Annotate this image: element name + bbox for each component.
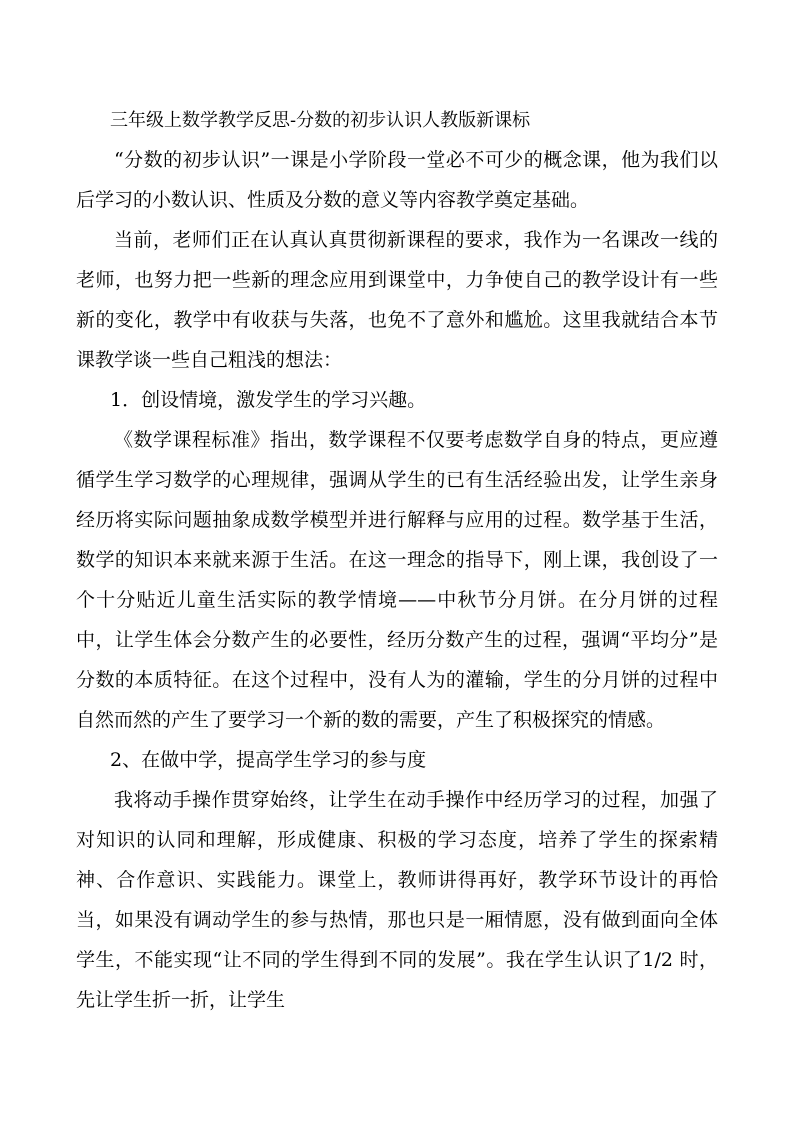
paragraph-context: 当前，老师们正在认真认真贯彻新课程的要求，我作为一名课改一线的老师，也努力把一些新的理念应用到课堂中，力争使自己的教学设计有一些新的变化，教学中有收获与失落，也免不了意外和尴尬。这里我就结合本节课教学谈一些自己粗浅的想法：	[76, 229, 718, 371]
section-heading-2: 2、在做中学，提高学生学习的参与度	[110, 749, 427, 771]
document-body	[76, 102, 718, 1020]
paragraph-section-1: 《数学课程标准》指出，数学课程不仅要考虑数学自身的特点，更应遵循学生学习数学的心理规律，强调从学生的已有生活经验出发，让学生亲身经历将实际问题抽象成数学模型并进行解释与应用的过程。数学基于生活，数学的知识本来就来源于生活。在这一理念的指导下，刚上课，我创设了一个十分贴近儿童生活实际的教学情境——中秋节分月饼。在分月饼的过程中，让学生体会分数产生的必要性，经历分数产生的过程，强调“平均分”是分数的本质特征。在这个过程中，没有人为的灌输，学生的分月饼的过程中自然而然的产生了要学习一个新的数的需要，产生了积极探究的情感。	[76, 429, 718, 731]
document-title: 三年级上数学教学反思-分数的初步认识人教版新课标	[110, 110, 531, 131]
section-heading-1: 1．创设情境，激发学生的学习兴趣。	[110, 389, 427, 411]
paragraph-intro: “分数的初步认识”一课是小学阶段一堂必不可少的概念课，他为我们以后学习的小数认识、性质及分数的意义等内容教学奠定基础。	[76, 149, 718, 211]
paragraph-section-2: 我将动手操作贯穿始终，让学生在动手操作中经历学习的过程，加强了对知识的认同和理解，形成健康、积极的学习态度，培养了学生的探索精神、合作意识、实践能力。课堂上，教师讲得再好，教学环节设计的再恰当，如果没有调动学生的参与热情，那也只是一厢情愿，没有做到面向全体学生，不能实现“让不同的学生得到不同的发展”。我在学生认识了1/2 时，先让学生折一折，让学生	[76, 789, 718, 1011]
